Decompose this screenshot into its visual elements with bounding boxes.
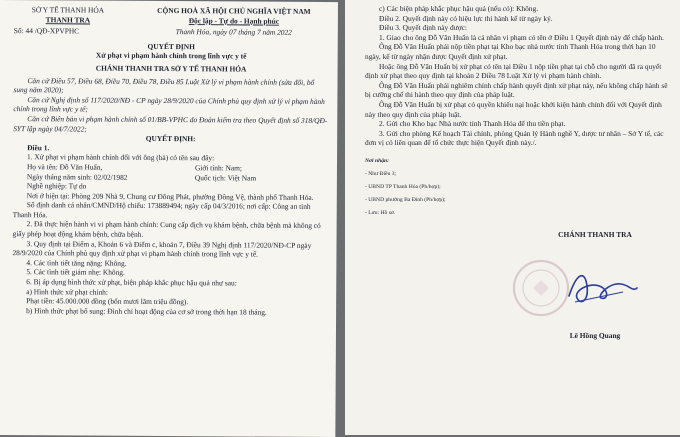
article-3-item-2: 2. Gửi cho Kho bạc Nhà nước tỉnh Thanh Hóa để thu tiền phạt. <box>379 119 566 129</box>
document-date: Thanh Hóa, ngày 07 tháng 7 năm 2022 <box>175 27 292 37</box>
article-1-clause-1: 1. Xử phạt vi phạm hành chính đối với ông (bà) có tên sau đây: <box>27 152 215 163</box>
national-title: CỘNG HOÀ XÃ HỘI CHỦ NGHĨA VIỆT NAM <box>157 5 311 16</box>
article-1-clause-6b: b) Hình thức phạt bổ sung: Đình chỉ hoạt động của cơ sở trong thời hạn 18 tháng. <box>26 305 267 317</box>
legal-basis-3: Căn cứ Biên bản vi phạm hành chính số 01/BB-VPHC do Đoàn kiểm tra theo Quyết định số 318/QĐ-SYT lập ngày 04/7/2022; <box>13 114 328 134</box>
article-3-heading: Điều 3. Quyết định này được: <box>379 23 467 33</box>
national-motto: Độc lập - Tự do - Hạnh phúc <box>188 15 280 26</box>
article-3-complaint: Ông Đỗ Văn Huấn bị xử phạt có quyền khiếu nại hoặc khởi kiện hành chính đối với Quyết định này theo quy định của pháp luật. <box>365 99 662 119</box>
article-1-clause-4: 4. Các tình tiết tăng nặng: Không. <box>26 258 127 268</box>
article-3-item-1: 1. Giao cho ông Đỗ Văn Huấn là cá nhân vi phạm có tên ở Điều 1 Quyết định này để chấp hành. <box>379 32 664 42</box>
violator-occupation: Nghề nghiệp: Tự do <box>26 181 87 191</box>
violator-id: Số định danh cá nhân/CMND/Hộ chiếu: 173889494; ngày cấp 04/3/2016; nơi cấp: Công an tỉnh Thanh Hóa. <box>12 200 311 220</box>
article-3-item-3: 3. Gửi cho phòng Kế hoạch Tài chính, phòng Quản lý Hành nghề Y, dược tư nhân – Sở Y tế, các đơn vị có liên quan để tổ chức thực hiện Quyết định này./. <box>365 128 664 148</box>
issuing-authority: CHÁNH THANH TRA SỞ Y TẾ THANH HÓA <box>95 63 247 74</box>
recipient-item: - Như Điều 3; <box>365 170 397 177</box>
legal-basis-1: Căn cứ Điều 57, Điều 68, Điều 70, Điều 78, Điều 85 Luật Xử lý vi phạm hành chính (sửa đổi, bổ sung năm 2020); <box>13 75 315 95</box>
article-1-clause-2: 2. Đã thực hiện hành vi vi phạm hành chính: Cung cấp dịch vụ khám bệnh, chữa bệnh mà không có giấy phép hoạt động khám bệnh, chữa bệnh. <box>12 219 321 239</box>
document-number: Số: 44 /QĐ-XPVPHC <box>13 26 80 36</box>
violator-address: Nơi ở hiện tại: Phòng 209 Nhà 9, Chung cư Đông Phát, phường Đông Vệ, thành phố Thanh Hóa. <box>26 190 314 202</box>
article-1-heading: Điều 1. <box>27 142 50 153</box>
fine-amount: Phạt tiền: 45.000.000 đồng (bốn mươi lăm triệu đồng). <box>26 296 189 307</box>
article-2: Điều 2. Quyết định này có hiệu lực thi hành kể từ ngày ký. <box>379 13 553 23</box>
document-title: QUYẾT ĐỊNH <box>147 41 195 51</box>
article-1-clause-5: 5. Các tình tiết giảm nhẹ: Không. <box>26 267 125 278</box>
article-3-onsite-payment: Hoặc ông Đỗ Văn Huấn bị xử phạt có tên tại Điều 1 nộp tiền phạt tại chỗ cho người đã ra quyết định xử phạt theo quy định tại khoản 2 Điều 78 Luật Xử lý vi phạm hành chính. <box>365 61 662 81</box>
document-subtitle: Xử phạt vi phạm hành chính trong lĩnh vực y tế <box>95 50 247 61</box>
violator-dob: Ngày tháng năm sinh: 02/02/1982 <box>26 171 128 182</box>
article-1-clause-3: 3. Quy định tại Điểm a, Khoản 6 và Điểm c, khoản 7, Điều 39 Nghị định 117/2020/NĐ-CP ngày 28/9/2020 của Chính phủ quy định xử phạt vi phạm hành chính trong lĩnh vực y tế. <box>12 238 312 259</box>
recipient-item: - UBND TP Thanh Hóa (Ph/hợp); <box>365 183 441 190</box>
article-1-clause-6a: a) Hình thức xử phạt chính: <box>26 286 108 297</box>
article-1-clause-6: 6. Bị áp dụng hình thức xử phạt, biện pháp khắc phục hậu quả như sau: <box>26 277 237 288</box>
document-header <box>14 5 329 26</box>
signer-name: Lê Hồng Quang <box>569 331 621 340</box>
violator-name: Họ và tên: Đỗ Văn Huấn, <box>26 162 103 172</box>
violator-nationality: Quốc tịch: Việt Nam <box>194 172 257 183</box>
signer-title: CHÁNH THANH TRA <box>558 230 632 239</box>
document-page-right <box>345 0 680 435</box>
handwritten-signature <box>563 262 643 312</box>
article-3-payment: Ông Đỗ Văn Huấn phải nộp tiền phạt tại Kho bạc nhà nước tỉnh Thanh Hóa trong thời hạn 10 ngày, kể từ ngày nhận được Quyết định xử phạt. <box>365 42 656 61</box>
article-3-compliance: Ông Đỗ Văn Huấn phải nghiêm chỉnh chấp hành quyết định xử phạt này, nếu không chấp hành sẽ bị cưỡng chế thi hành theo quy định của pháp luật. <box>365 80 668 100</box>
recipients-block <box>365 158 515 217</box>
decide-heading: QUYẾT ĐỊNH: <box>145 134 196 144</box>
legal-basis-2: Căn cứ Nghị định số 117/2020/NĐ - CP ngày 28/9/2020 của Chính phủ quy định xử lý vi phạm hành chính trong lĩnh vực y tế; <box>13 94 325 114</box>
department-name: THANH TRA <box>45 14 91 25</box>
official-stamp <box>511 258 571 318</box>
recipient-item: - UBND phường Ba Đình (Ph/hợp); <box>365 196 446 203</box>
agency-name: SỞ Y TẾ THANH HÓA <box>31 5 105 15</box>
recipients-title: Nơi nhận: <box>365 157 389 164</box>
remedial-measures: c) Các biện pháp khắc phục hậu quả (nếu có): Không. <box>379 4 539 13</box>
document-page-left <box>0 0 338 437</box>
violator-gender: Giới tính: Nam; <box>194 163 243 173</box>
recipient-item: - Lưu: Hồ sơ. <box>365 209 396 216</box>
